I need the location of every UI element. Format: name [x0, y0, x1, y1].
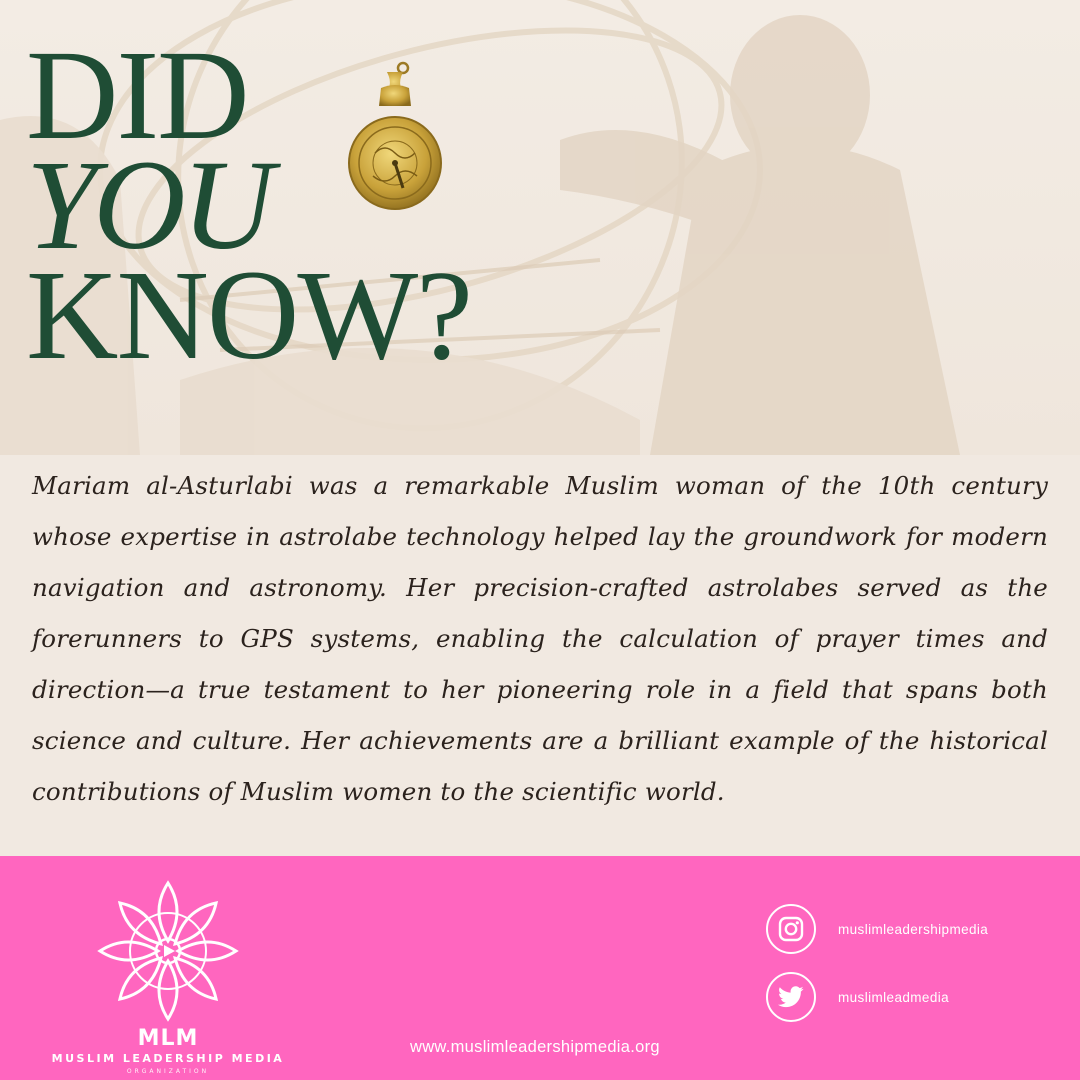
hero-section [0, 0, 1080, 455]
logo-org-name: MUSLIM LEADERSHIP MEDIA [51, 1052, 285, 1065]
title-line-3: KNOW? [26, 244, 471, 386]
twitter-link[interactable] [766, 972, 949, 1022]
logo-org-subtitle: ORGANIZATION [126, 1068, 210, 1075]
instagram-icon-ring[interactable] [766, 904, 816, 954]
astrolabe-icon [345, 58, 445, 233]
logo-mlm-text: MLM [137, 1026, 199, 1051]
twitter-icon-ring[interactable] [766, 972, 816, 1022]
title-line-2: YOU [26, 134, 271, 276]
mandala-logo-icon [88, 876, 248, 1026]
instagram-icon [778, 916, 804, 942]
instagram-link[interactable] [766, 904, 988, 954]
twitter-handle[interactable]: muslimleadmedia [838, 989, 950, 1005]
instagram-handle[interactable]: muslimleadershipmedia [838, 921, 989, 937]
footer [0, 856, 1080, 1080]
twitter-icon [778, 986, 804, 1008]
title-line-1: DID [26, 24, 248, 166]
body-paragraph: Mariam al-Asturlabi was a remarkable Muslim woman of the 10th century whose expertise in astrolabe technology helped lay the groundwork for modern navigation and astronomy. Her precision-crafted astrolabes served as the forerunners to GPS systems, enabling the calculation of prayer times and direction—a true testament to her pioneering role in a field that spans both science and culture. Her achievements are a brilliant example of the historical contributions of Muslim women to the scientific world. [32, 471, 1048, 806]
website-link[interactable]: www.muslimleadershipmedia.org [410, 1038, 660, 1056]
